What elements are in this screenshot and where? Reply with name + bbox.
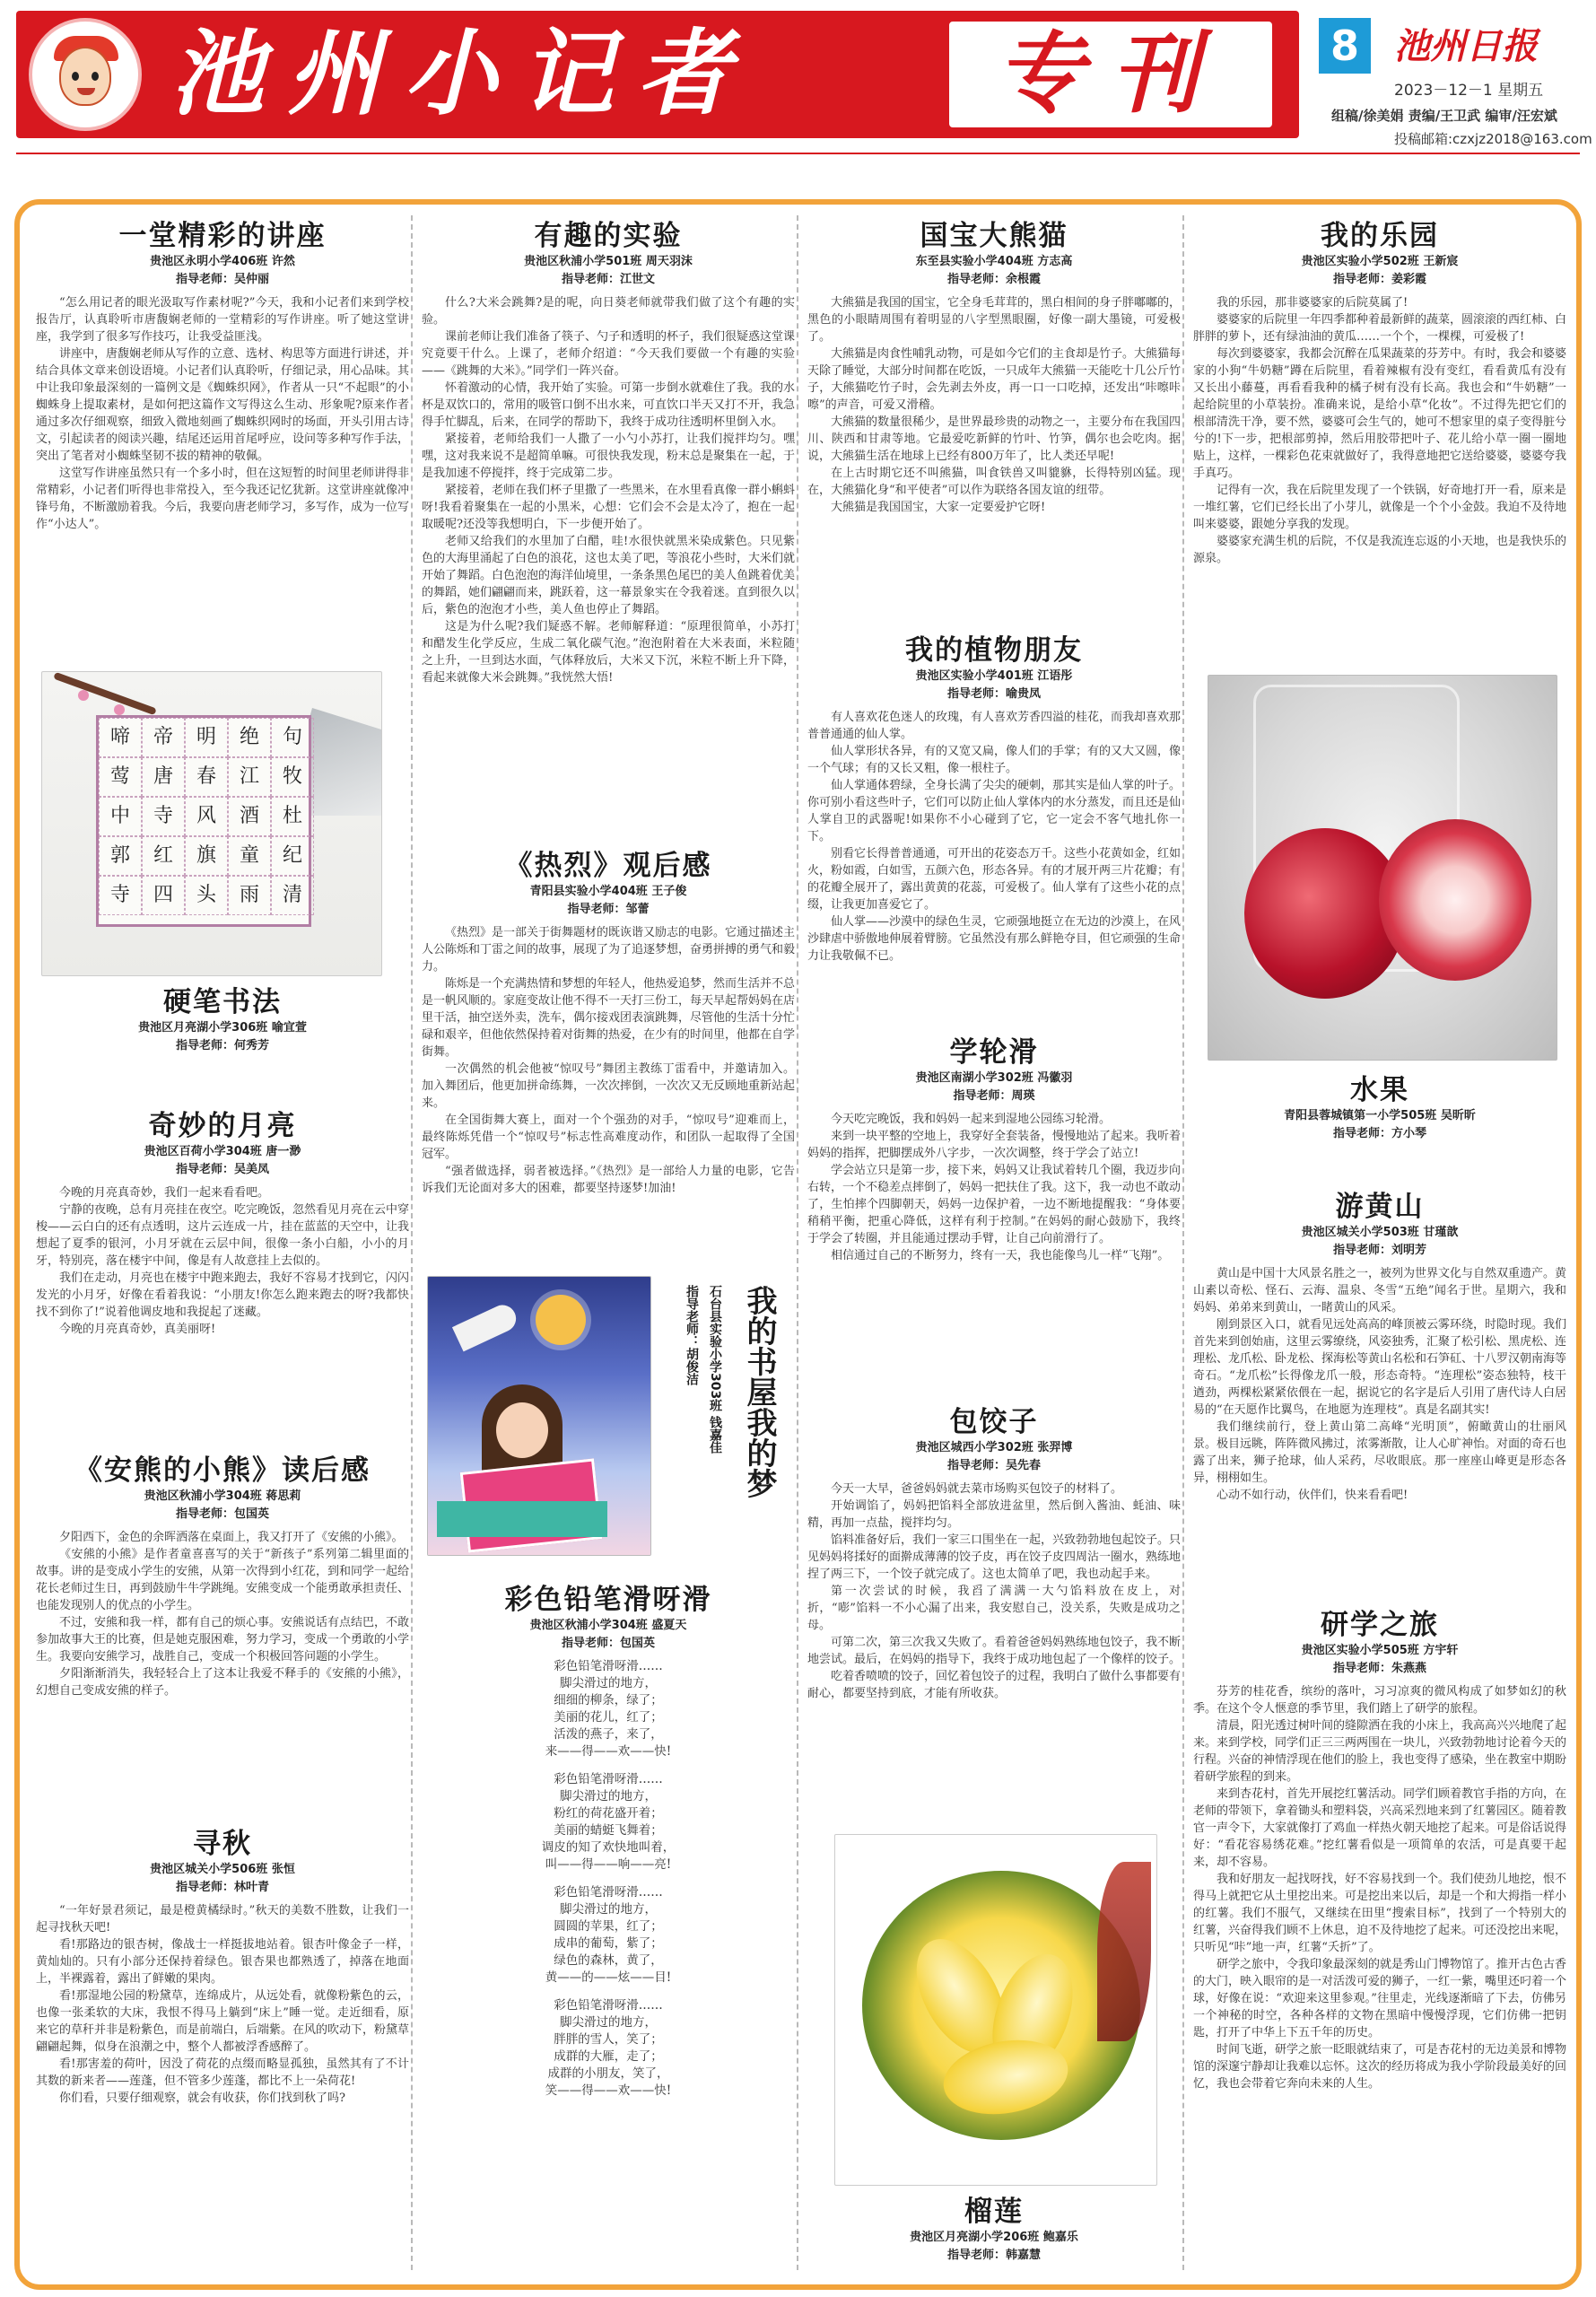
- article-paragraph: 宁静的夜晚，总有月亮挂在夜空。吃完晚饭，忽然看见月亮在云中穿梭——云白白的还有点透明，这片云连成一片，挂在蓝蓝的天空中，让我想起了夏季的银河，小月牙就在云层中间，很像一条小白船，小小的月牙，特别亮，落在楼宇中间，像是有人故意挂上去似的。: [36, 1203, 409, 1268]
- calligraphy-character: 头: [196, 884, 216, 906]
- article-paragraph: 怀着激动的心情，我开始了实验。可第一步倒水就难住了我。我的水杯是双饮口的，常用的吸管口倒不出水来，可直饮口半天又打不开，我急得手忙脚乱，后来，在同学的帮助下，我终于成功往透明杯里倒入水。: [422, 381, 795, 429]
- article-paragraph: 相信通过自己的不断努力，终有一天，我也能像鸟儿一样“飞翔”。: [831, 1249, 1170, 1262]
- article-byline: 贵池区秋浦小学501班 周天羽沫: [524, 255, 693, 268]
- calligraphy-character: 中: [109, 805, 130, 827]
- article-pencil-poem: [422, 1583, 795, 2274]
- article-byline: 东至县实验小学404班 方志高: [915, 255, 1073, 268]
- article-title: 有趣的实验: [534, 220, 683, 252]
- column-divider: [411, 215, 413, 2270]
- article-durian: [807, 2195, 1181, 2275]
- article-byline: 贵池区秋浦小学304班 盛夏天: [529, 1619, 687, 1632]
- calligraphy-character: 啼: [109, 726, 130, 748]
- article-paragraph: “一年好景君须记，最是橙黄橘绿时。”秋天的美数不胜数，让我们一起寻找秋天吧!: [36, 1904, 409, 1935]
- article-paragraph: 吃着香喷喷的饺子，回忆着包饺子的过程，我明白了做什么事都要有耐心，都要坚持到底，才能有所收获。: [807, 1670, 1181, 1700]
- article-title: 研学之旅: [1321, 1609, 1439, 1641]
- article-movie-review: [422, 849, 795, 1253]
- article-teacher: 指导老师：吴先春: [946, 1459, 1041, 1472]
- mascot-face: [59, 47, 111, 106]
- calligraphy-character: 寺: [109, 884, 130, 906]
- article-byline: 贵池区实验小学505班 方宇轩: [1301, 1644, 1459, 1657]
- article-paragraph: 开始调馅了，妈妈把馅料全部放进盆里，然后倒入酱油、蚝油、味精，再加一点盐，搅拌均匀。: [807, 1499, 1181, 1530]
- column-4: [1193, 212, 1566, 2275]
- calligraphy-character: 杜: [282, 805, 302, 827]
- article-paragraph: 紧接着，老师给我们一人撒了一小勺小苏打，让我们搅拌均匀。嘿嘿，这对我来说不是超简单嘛。可很快我发现，粉末总是聚集在一起，于是我加速不停搅拌，终于完成第二步。: [422, 432, 795, 480]
- special-edition-badge: [949, 22, 1272, 127]
- article-paragraph: 别看它长得普普通通，可开出的花姿态万千。这些小花黄如金，红如火，粉如霞，白如雪，五颜六色，形态各异。有的才展开两三片花瓣；有的花瓣全展开了，露出黄黄的花蕊，可爱极了。仙人掌有了这些小花的点缀，让我更加喜爱它了。: [807, 847, 1181, 912]
- mascot-eye: [72, 72, 79, 81]
- article-byline: 贵池区城关小学506班 张恒: [150, 1863, 295, 1876]
- calligraphy-character: 唐: [153, 765, 173, 788]
- article-byline: 贵池区实验小学502班 王新宸: [1301, 255, 1459, 268]
- page-info: [1319, 18, 1592, 147]
- drawing-girl-face: [496, 1402, 548, 1458]
- article-title: 我的乐园: [1321, 220, 1439, 252]
- poem-stanza: 彩色铅笔滑呀滑…… 脚尖滑过的地方， 粉红的荷花盛开着； 美丽的蜻蜓飞舞着； 调皮的知了欢快地叫着， 叫——得——响——亮!: [541, 1772, 676, 1872]
- article-paragraph: 来到一块平整的空地上，我穿好全套装备，慢慢地站了起来。我听着妈妈的指挥，把脚摆成外八字步，一次次调整，终于学会了站立!: [807, 1130, 1181, 1160]
- article-teacher: 指导老师：姜彩霞: [1332, 273, 1426, 286]
- article-paragraph: 大熊猫是我国的国宝，它全身毛茸茸的，黑白相间的身子胖嘟嘟的，黑色的小眼睛周围有着明显的八字型黑眼圈，好像一副大墨镜，可爱极了。: [807, 296, 1181, 344]
- article-paragraph: 可第二次，第三次我又失败了。看着爸爸妈妈熟练地包饺子，我不断地尝试。最后，在妈妈的指导下，我终于成功地包起了一个像样的饺子。: [807, 1636, 1181, 1666]
- calligraphy-image: [41, 671, 382, 976]
- article-paragraph: 每次到婆婆家，我都会沉醉在瓜果蔬菜的芬芳中。有时，我会和婆婆家的小狗“牛奶糖”蹲在后院里，看着辣椒有没有变红，看看黄瓜有没有又长出小藤蔓，再看看我种的橘子树有没有长高。我也会和“牛奶糖”一起给院里的小草装扮。准确来说，是给小草“化妆”。不过得先把它们的根部清洗干净，要不然，婆婆可会生气的，她可不想家里的桌子变得脏兮兮的!下一步，把根部剪掉，然后用胶带把叶子、花儿给小草一圈一圈地贴上，这样，一棵彩色花束就做好了，我得意地把它送给婆婆，婆婆夸我手真巧。: [1193, 347, 1566, 480]
- newspaper-name: 池州日报: [1394, 25, 1538, 67]
- article-paragraph: 刚到景区入口，就看见远处高高的峰顶被云雾环绕，时隐时现。我们首先来到创始庙，这里云雾缭绕，风姿独秀，汇聚了松引松、黑虎松、连理松、龙爪松、卧龙松、探海松等黄山名松和石笋矼、十八罗汉朝南海等奇石。“龙爪松”长得像龙爪一般，形态奇特。“连理松”姿态独特，枝干遒劲，两棵松紧紧依偎在一起，据说它的名字是后人引用了唐代诗人白居易的“在天愿作比翼鸟，在地愿为连理枝”。真是名副其实!: [1193, 1318, 1566, 1417]
- calligraphy-character: 风: [196, 805, 216, 827]
- article-title: 一堂精彩的讲座: [118, 220, 327, 252]
- article-paragraph: 看!那害羞的荷叶，因没了荷花的点缀而略显孤独，虽然其有了不计其数的新来者——莲蓬，但不管多少莲蓬，都比不上一朵荷花!: [36, 2057, 409, 2088]
- article-paragraph: 记得有一次，我在后院里发现了一个铁锅，好奇地打开一看，原来是一堆红薯，它们已经长出了小芽儿，就像是一个个小金鼓。我迫不及待地叫来婆婆，跟她分享我的发现。: [1193, 484, 1566, 531]
- article-paragraph: 夕阳西下，金色的余晖洒落在桌面上，我又打开了《安熊的小熊》。: [59, 1531, 404, 1544]
- article-study-tour: [1193, 1608, 1566, 2275]
- article-teacher: 指导老师：包国英: [561, 1637, 655, 1650]
- column-2: [422, 212, 795, 2275]
- article-paragraph: 在上古时期它还不叫熊猫，叫食铁兽又叫貔貅，长得特别凶猛。现在，大熊猫化身“和平使者”可以作为联络各国友谊的纽带。: [807, 467, 1181, 497]
- article-paragraph: 在全国街舞大赛上，面对一个个强劲的对手，“惊叹号”迎难而上，最终陈烁凭借一个“惊叹号”标志性高难度动作，和团队一起取得了全国冠军。: [422, 1114, 795, 1161]
- article-paragraph: 这堂写作讲座虽然只有一个多小时，但在这短暂的时间里老师讲得非常精彩，小记者们听得也非常投入，至今我还记忆犹新。这堂讲座就像冲锋号角，不断激励着我。今后，我要向唐老师学习，多写作，成为一位写作“小达人”。: [36, 467, 409, 531]
- staff-credits: 组稿/徐美娟 责编/王卫武 编审/汪宏斌: [1331, 108, 1557, 124]
- article-experiment: [422, 219, 795, 847]
- article-paragraph: 学会站立只是第一步，接下来，妈妈又让我试着转几个圈，我迈步向右转，一个不稳差点摔倒了，妈妈一把扶住了我。这下，我一动也不敢动了，生怕摔个四脚朝天，妈妈一边保护着，一边不断地提醒我：“身体要稍稍平衡，把重心降低，这样有利于控制。”在妈妈的耐心鼓励下，我终于学会了转圈，并且能通过摆动手臂，让自己向前滑行了。: [807, 1164, 1181, 1245]
- issue-date: 2023－12－1 星期五: [1394, 82, 1544, 100]
- article-paragraph: 不过，安熊和我一样，都有自己的烦心事。安熊说话有点结巴，不敢参加故事大王的比赛，但是她克服困难，努力学习，变成一个勇敢的小学生。我要向安熊学习，战胜自己，变成一个积极回答问题的小学生。: [36, 1616, 409, 1664]
- article-paragraph: 大熊猫是我国国宝，大家一定要爱护它呀!: [831, 501, 1046, 514]
- article-paragraph: 课前老师让我们准备了筷子、勺子和透明的杯子，我们很疑惑这堂课究竟要干什么。上课了，老师介绍道：“今天我们要做一个有趣的实验——《跳舞的大米》。”同学们一阵兴奋。: [422, 330, 795, 378]
- article-teacher: 指导老师：林叶青: [175, 1881, 269, 1894]
- article-title: 国宝大熊猫: [920, 220, 1068, 252]
- article-teacher: 指导老师：朱燕燕: [1332, 1662, 1426, 1675]
- article-teacher: 指导老师：包国英: [175, 1507, 269, 1521]
- article-title: 奇妙的月亮: [148, 1110, 297, 1142]
- article-teacher: 指导老师：邹蕾: [567, 903, 650, 916]
- article-byline: 贵池区城关小学503班 甘瑾歆: [1301, 1226, 1459, 1239]
- article-byline: 贵池区百荷小学304班 唐一渺: [144, 1145, 301, 1158]
- article-byline: 贵池区永明小学406班 许然: [150, 255, 295, 268]
- masthead-banner: [16, 11, 1299, 138]
- column-divider: [1182, 215, 1184, 2270]
- article-byline: 贵池区月亮湖小学306班 喻宜萱: [138, 1021, 307, 1035]
- article-paradise: [1193, 219, 1566, 668]
- bookroom-drawing: [427, 1276, 651, 1556]
- article-paragraph: 我们在走动，月亮也在楼宇中跑来跑去，我好不容易才找到它，闪闪发光的小月牙，好像在看着我说：“小朋友!你怎么跑来跑去的呀?我都快找不到你了!”说着他调皮地和我捉起了迷藏。: [36, 1271, 409, 1319]
- article-teacher: 指导老师：周瑛: [953, 1089, 1035, 1103]
- calligraphy-character: 雨: [239, 884, 259, 906]
- calligraphy-character: 句: [282, 726, 302, 748]
- article-title: 游黄山: [1335, 1191, 1425, 1223]
- calligraphy-character: 牧: [282, 765, 302, 788]
- drawing-leaf: [1097, 1862, 1151, 2041]
- drawing-teacher: 指导老师：胡俊洁: [685, 1285, 699, 1385]
- special-edition-label: 专刊: [995, 22, 1225, 126]
- article-paragraph: 讲座中，唐馥娴老师从写作的立意、选材、构思等方面进行讲述，并结合具体文章来创设语境。小记者们认真聆听，仔细记录，用心品味。其中让我印象最深刻的一篇例文是《蜘蛛织网》，作者从一只“不起眼”的小蜘蛛身上提取素材，是如何把这篇作文写得这么生动、形象呢?原来作者通过多次仔细观察，细致入微地刻画了蜘蛛织网时的场面，开头引用古诗文，引起读者的阅读兴趣，结尾还运用首尾呼应，设问等多种写作手法，突出了笔者对小蜘蛛坚韧不拔的精神的敬佩。: [36, 347, 409, 463]
- calligraphy-character: 莺: [109, 765, 130, 788]
- durian-drawing: [834, 1834, 1157, 2186]
- plum-branch: [53, 672, 156, 716]
- drawing-planet: [536, 1295, 586, 1345]
- article-paragraph: 我和好朋友一起找呀找，好不容易找到一个。我们使劲儿地挖，恨不得马上就把它从土里挖出来。可是挖出来以后，却是一个和大拇指一样小的红薯。我们不服气，又继续在田里“搜索目标”，找到了一个特别大的红薯，兴奋得我们顾不上休息，迫不及待地挖了起来。可还没挖出来呢，只听见“咔”地一声，红薯“夭折”了。: [1193, 1873, 1566, 1954]
- calligraphy-character: 红: [153, 844, 173, 867]
- submission-email[interactable]: 投稿邮箱:czxjz2018@163.com: [1394, 131, 1592, 147]
- article-paragraph: 看!那路边的银杏树，像战士一样挺拔地站着。银杏叶像金子一样，黄灿灿的。只有小部分还保持着绿色。银杏果也都熟透了，掉落在地面上，半裸露着，露出了鲜嫩的果肉。: [36, 1938, 409, 1986]
- article-autumn: [36, 1827, 409, 2275]
- article-fruit: [1193, 1073, 1566, 1154]
- article-paragraph: 紧接着，老师在我们杯子里撒了一些黑米，在水里看真像一群小蝌蚪呀!我看着聚集在一起的小黑米，心想：它们会不会是太冷了，抱在一起取暖呢?还没等我想明白，下一步便开始了。: [422, 484, 795, 531]
- article-paragraph: 大熊猫是肉食性哺乳动物，可是如今它们的主食却是竹子。大熊猫每天除了睡觉，大部分时间都在吃饭，一只成年大熊猫一天能吃十几公斤竹子，大熊猫吃竹子时，会先剥去外皮，再一口一口吃掉，还发出“咔嚓咔嚓”的声音，可爱又滑稽。: [807, 347, 1181, 412]
- page-number: 8: [1319, 18, 1371, 74]
- header-rule: [16, 153, 1580, 154]
- drawing-school: 石台县实验小学303班 钱嘉佳: [708, 1285, 722, 1454]
- article-byline: 青阳县蓉城镇第一小学505班 吴昕昕: [1284, 1109, 1476, 1122]
- article-panda: [807, 219, 1181, 632]
- calligraphy-character: 春: [196, 765, 216, 788]
- calligraphy-character: 寺: [153, 805, 173, 827]
- article-byline: 贵池区城西小学302班 张羿博: [915, 1441, 1073, 1454]
- article-calligraphy: [36, 985, 409, 1066]
- article-paragraph: 《安熊的小熊》是作者童喜喜写的关于“新孩子”系列第二辑里面的故事。讲的是变成小学生的安熊，从第一次得到小红花，到和同学一起给花长老师过生日，再到鼓励牛牛学跳绳。安熊变成一个能勇敢承担责任、也能发现别人的优点的小学生。: [36, 1548, 409, 1612]
- article-paragraph: 婆婆家充满生机的后院，不仅是我流连忘返的小天地，也是我快乐的源泉。: [1193, 535, 1566, 565]
- article-huangshan: [1193, 1190, 1566, 1656]
- article-paragraph: 大熊猫的数量很稀少，是世界最珍贵的动物之一，主要分布在我国四川、陕西和甘肃等地。它最爱吃新鲜的竹叶、竹笋，偶尔也会吃肉。据说，大熊猫生活在地球上已经有800万年了，比人类还早呢!: [807, 415, 1181, 463]
- article-title: 包饺子: [949, 1406, 1039, 1438]
- article-paragraph: 清晨，阳光透过树叶间的缝隙洒在我的小床上，我高高兴兴地爬了起来。来到学校，同学们正三三两两围在一块儿，兴致勃勃地讨论着今天的行程。兴奋的神情浮现在他们的脸上，我也变得了感染，坐在教室中期盼着研学旅程的到来。: [1193, 1719, 1566, 1784]
- article-paragraph: 一次偶然的机会他被“惊叹号”舞团主教练丁雷看中，并邀请加入。加入舞团后，他更加拼命练舞，一次次摔倒，一次次又无反顾地重新站起来。: [422, 1062, 795, 1110]
- article-paragraph: “怎么用记者的眼光汲取写作素材呢?”今天，我和小记者们来到学校报告厅，认真聆听市唐馥娴老师的一堂精彩的写作讲座。听了她这堂讲座，我学到了很多写作技巧，让我受益匪浅。: [36, 296, 409, 344]
- calligraphy-character: 帝: [153, 726, 173, 748]
- article-paragraph: 什么?大米会跳舞?是的呢，向日葵老师就带我们做了这个有趣的实验。: [422, 296, 795, 327]
- column-1: [36, 212, 409, 2275]
- article-paragraph: 芬芳的桂花香，缤纷的落叶，习习凉爽的微风构成了如梦如幻的秋季。在这个令人惬意的季节里，我们踏上了研学的旅程。: [1193, 1685, 1566, 1716]
- article-moon: [36, 1109, 409, 1414]
- article-paragraph: 今晚的月亮真奇妙，我们一起来看看吧。: [59, 1186, 270, 1200]
- article-paragraph: 仙人掌通体碧绿，全身长满了尖尖的硬刺，那其实是仙人掌的叶子。你可别小看这些叶子，它们可以防止仙人掌体内的水分蒸发，而且还是仙人掌自卫的武器呢!如果你不小心碰到了它，它一定会不客气地扎你一下。: [807, 779, 1181, 843]
- article-paragraph: 黄山是中国十大风景名胜之一，被列为世界文化与自然双重遗产。黄山素以奇松、怪石、云海、温泉、冬雪“五绝”闻名于世。星期六，我和妈妈、弟弟来到黄山，一睹黄山的风采。: [1193, 1267, 1566, 1314]
- calligraphy-character: 四: [153, 884, 173, 906]
- plum-blossom: [78, 690, 89, 701]
- article-teacher: 指导老师：刘明芳: [1332, 1244, 1426, 1257]
- article-paragraph: 今天吃完晚饭，我和妈妈一起来到湿地公园练习轮滑。: [831, 1113, 1112, 1126]
- calligraphy-sheet: [96, 715, 311, 927]
- article-title: 我的植物朋友: [905, 634, 1083, 667]
- calligraphy-character: 郭: [109, 844, 130, 867]
- plum-blossom: [114, 704, 125, 715]
- poem-stanza: 彩色铅笔滑呀滑…… 脚尖滑过的地方， 圆圆的苹果，红了； 成串的葡萄，紫了； 绿色的森林，黄了， 黄——的——炫——目!: [545, 1885, 672, 1985]
- calligraphy-character: 纪: [282, 844, 302, 867]
- article-paragraph: 来到杏花村，首先开展挖红薯活动。同学们顾着教官手指的方向，在老师的带领下，拿着锄头和塑料袋，兴高采烈地来到了红薯园区。随着教官一声令下，大家就像打了鸡血一样热火朝天地挖了起来。可是俗话说得好：“看花容易绣花难。”挖红薯看似是一项简单的农活，可是真要干起来，却不容易。: [1193, 1787, 1566, 1869]
- column-3: [807, 212, 1181, 2275]
- article-byline: 贵池区南湖小学302班 冯徽羽: [915, 1071, 1073, 1085]
- article-teacher: 指导老师：何秀芳: [175, 1039, 269, 1052]
- article-title: 榴莲: [964, 2196, 1024, 2228]
- calligraphy-character: 绝: [239, 726, 259, 748]
- article-title: 《安熊的小熊》读后感: [74, 1454, 371, 1487]
- article-paragraph: 今晚的月亮真奇妙，真美丽呀!: [59, 1323, 216, 1336]
- article-teacher: 指导老师：吴仲丽: [175, 273, 269, 286]
- article-paragraph: 心动不如行动，伙伴们，快来看看吧!: [1217, 1489, 1408, 1502]
- article-lecture: [36, 219, 409, 641]
- article-title: 《热烈》观后感: [504, 850, 712, 882]
- article-paragraph: 馅料准备好后，我们一家三口围坐在一起，兴致勃勃地包起饺子。只见妈妈将揉好的面擀成薄薄的饺子皮，再在饺子皮四周沾一圈水，熟练地捏了两三下，一个饺子就完成了。这也太简单了吧，我也动起手来。: [807, 1533, 1181, 1581]
- column-divider: [797, 215, 798, 2270]
- article-paragraph: “强者做选择，弱者被选择。”《热烈》是一部给人力量的电影，它告诉我们无论面对多大的困难，都要坚持逐梦!加油!: [422, 1165, 795, 1195]
- article-title: 学轮滑: [949, 1036, 1039, 1069]
- article-paragraph: 今天一大早，爸爸妈妈就去菜市场购买包饺子的材料了。: [831, 1482, 1123, 1496]
- masthead-title: 池州小记者: [170, 18, 754, 128]
- article-teacher: 指导老师：方小琴: [1332, 1127, 1426, 1140]
- fruit-drawing: [1208, 675, 1557, 1061]
- calligraphy-character: 清: [282, 884, 302, 906]
- calligraphy-character: 明: [196, 726, 216, 748]
- article-title: 彩色铅笔滑呀滑: [504, 1584, 712, 1616]
- article-paragraph: 这是为什么呢?我们疑惑不解。老师解释道：“原理很简单，小苏打和醋发生化学反应，生成二氧化碳气泡。”泡泡附着在大米表面，米粒随之上升，一旦到达水面，气体释放后，大米又下沉，米粒不断上升下降，看起来就像大米会跳舞。”我恍然大悟!: [422, 620, 795, 685]
- mascot-logo: [29, 18, 142, 131]
- article-paragraph: 时间飞逝，研学之旅一眨眼就结束了，可是杏花村的无边美景和博物馆的深邃宁静却让我难以忘怀。这次的经历将成为我小学阶段最美好的回忆，我也会带着它奔向未来的人生。: [1193, 2043, 1566, 2091]
- article-teacher: 指导老师：喻贵凤: [946, 687, 1041, 701]
- article-paragraph: 陈烁是一个充满热情和梦想的年轻人，他热爱追梦，然而生活并不总是一帆风顺的。家庭变故让他不得不一天打三份工，每天早起帮妈妈在店里干活，抽空送外卖，洗车，偶尔接戏团表演跳舞，尽管他的生活十分忙碌和艰辛，但他依然保持着对街舞的热爱，在少有的时间里，他都在自学街舞。: [422, 977, 795, 1059]
- poem-stanza: 彩色铅笔滑呀滑…… 脚尖滑过的地方， 胖胖的雪人，笑了； 成群的大雁，走了； 成群的小朋友，笑了， 笑——得——欢——快!: [545, 1998, 672, 2098]
- article-byline: 贵池区月亮湖小学206班 鲍嘉乐: [910, 2231, 1078, 2244]
- article-bear-review: [36, 1454, 409, 1786]
- article-paragraph: 看!那湿地公园的粉黛草，连绵成片，从远处看，就像粉紫色的云，也像一张柔软的大床，我恨不得马上躺到“床上”睡一觉。走近细看，原来它的草秆并非是粉紫色，而是前端白，后端紫。在风的吹动下，粉黛草翩翩起舞，似身在浪潮之中，整个人都被浮香感醉了。: [36, 1989, 409, 2054]
- article-paragraph: 仙人掌形状各异，有的又宽又扁，像人们的手掌；有的又大又圆，像一个气球；有的又长又粗，像一根柱子。: [807, 745, 1181, 775]
- article-paragraph: 仙人掌——沙漠中的绿色生灵，它顽强地挺立在无边的沙漠上，在风沙肆虐中骄傲地伸展着臂膀。它虽然没有那么鲜艳夺目，但它顽强的生命力让我敬佩不已。: [807, 915, 1181, 963]
- article-byline: 贵池区秋浦小学304班 蒋思莉: [144, 1489, 301, 1503]
- article-paragraph: 有人喜欢花色迷人的玫瑰，有人喜欢芳香四溢的桂花，而我却喜欢那普普通通的仙人掌。: [807, 711, 1181, 741]
- article-paragraph: 《热烈》是一部关于街舞题材的既诙谐又励志的电影。它通过描述主人公陈烁和丁雷之间的故事，展现了为了追逐梦想，奋勇拼搏的勇气和毅力。: [422, 926, 795, 974]
- pomegranate-half: [1379, 819, 1531, 981]
- article-teacher: 指导老师：韩嘉慧: [946, 2249, 1041, 2262]
- article-paragraph: 婆婆家的后院里一年四季都种着最新鲜的蔬菜，圆滚滚的西红柿、白胖胖的萝卜，还有绿油油的黄瓜……一个个，一棵棵，可爱极了!: [1193, 313, 1566, 344]
- article-paragraph: 第一次尝试的时候，我舀了满满一大勺馅料放在皮上，对折，“嘭”馅料一不小心漏了出来，我安慰自己，没关系，失败是成功之母。: [807, 1585, 1181, 1632]
- mascot-eye: [92, 72, 99, 81]
- poem-stanza: 彩色铅笔滑呀滑…… 脚尖滑过的地方， 细细的柳条，绿了； 美丽的花儿，红了； 活泼的燕子，来了， 来——得——欢——快!: [545, 1659, 672, 1759]
- article-paragraph: 老师又给我们的水里加了白醋，哇!水很快就黑米染成紫色。只见紫色的大海里涌起了白色的浪花，这也太美了吧，等浪花小些时，大米们就开始了舞蹈。白色泡泡的海洋仙境里，一条条黑色尾巴的美人鱼跳着优美的舞蹈，她们翩翩而来，跳跃着，这一幕景象实在令我着迷。直到很久以后，紫色的泡泡才小些，美人鱼也停止了舞蹈。: [422, 535, 795, 616]
- article-paragraph: 我们继续前行，登上黄山第二高峰“光明顶”，俯瞰黄山的壮丽风景。极目远眺，阵阵微风拂过，浓雾渐散，让人心旷神怡。对面的奇石也露了出来，狮子抢球，仙人采药，尽收眼底。那一座座山峰更是形态各异，栩栩如生。: [1193, 1420, 1566, 1485]
- article-paragraph: 你们看，只要仔细观察，就会有收获，你们找到秋了吗?: [59, 2092, 345, 2105]
- article-byline: 青阳县实验小学404班 王子俊: [529, 885, 687, 898]
- calligraphy-character: 江: [239, 765, 259, 788]
- article-teacher: 指导老师：余根霞: [946, 273, 1041, 286]
- drawing-bookshelf: [437, 1501, 607, 1537]
- article-title: 寻秋: [193, 1828, 252, 1860]
- article-title: 硬笔书法: [163, 986, 282, 1018]
- calligraphy-character: 童: [239, 844, 259, 867]
- article-title: 水果: [1350, 1074, 1409, 1106]
- article-paragraph: 研学之旅中，令我印象最深刻的就是秀山门博物馆了。推开古色古香的大门，映入眼帘的是一对活泼可爱的狮子，一红一紫，嘴里还叼着一个球，好像在说：“欢迎来这里参观。”往里走，光线逐渐暗了下去，仿佛另一个神秘的时空，各种各样的文物在黑暗中慢慢浮现，它们仿佛一把钥匙，打开了中华上下五千年的历史。: [1193, 1958, 1566, 2039]
- article-dumplings: [807, 1405, 1181, 1899]
- calligraphy-character: 酒: [239, 805, 259, 827]
- article-paragraph: 夕阳渐渐消失，我轻轻合上了这本让我爱不释手的《安熊的小熊》，幻想自己变成安熊的样子。: [36, 1667, 409, 1698]
- article-paragraph: 我的乐园，那非婆婆家的后院莫属了!: [1217, 296, 1408, 310]
- article-byline: 贵池区实验小学401班 江语彤: [915, 669, 1073, 683]
- calligraphy-character: 旗: [196, 844, 216, 867]
- article-teacher: 指导老师：江世文: [561, 273, 655, 286]
- drawing-title: 我的书屋我的梦: [741, 1285, 777, 1498]
- article-teacher: 指导老师：吴美凤: [175, 1163, 269, 1176]
